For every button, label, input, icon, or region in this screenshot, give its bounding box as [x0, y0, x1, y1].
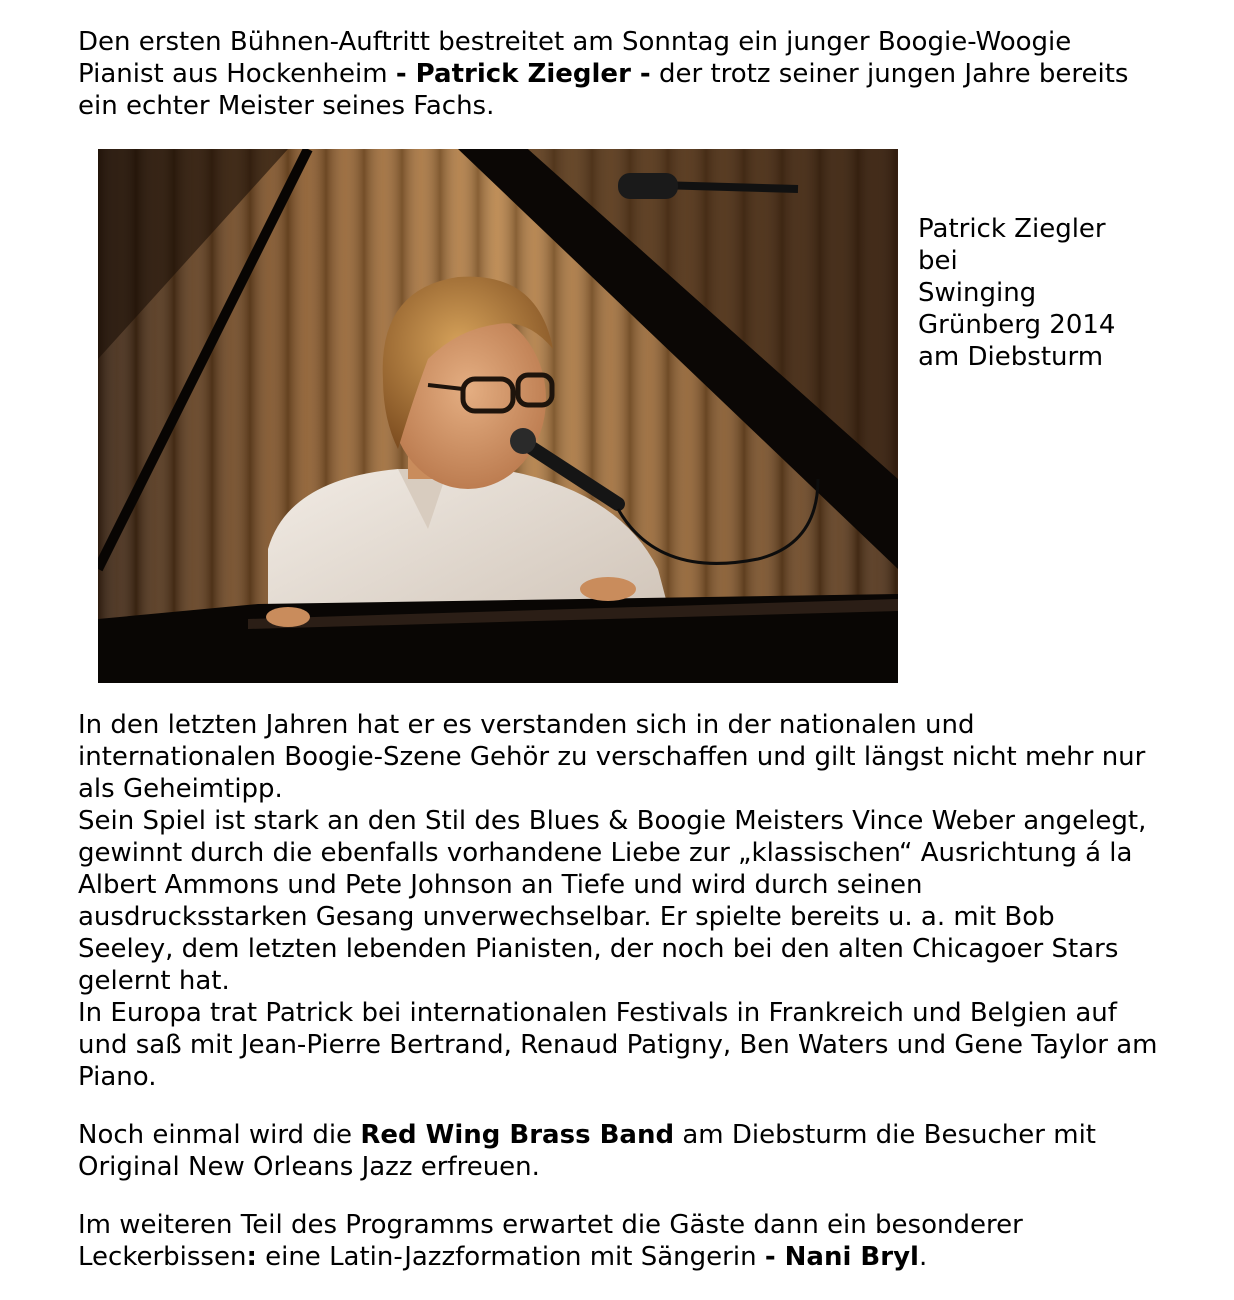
brass-text-start: Noch einmal wird die	[78, 1120, 361, 1150]
singer-name-nani-bryl: - Nani Bryl	[764, 1242, 919, 1272]
brass-band-paragraph	[78, 1119, 1158, 1183]
bio-paragraph: Sein Spiel ist stark an den Stil des Blues & Boogie Meisters Vince Weber angelegt, gewinnt durch die ebenfalls vorhandene Liebe zur „klassischen“ Ausrichtung á la Albert Ammons und Pete Johnson an Tiefe und wird durch seinen ausdrucksstarken Gesang unverwechselbar. Er spielte bereits u. a. mit Bob Seeley, dem letzten lebenden Pianisten, der noch bei den alten Chicagoer Stars gelernt hat.	[78, 806, 1147, 996]
bio-section	[78, 709, 1158, 1093]
latin-colon: :	[246, 1242, 257, 1272]
bio-paragraph: In Europa trat Patrick bei internationalen Festivals in Frankreich und Belgien auf und saß mit Jean-Pierre Bertrand, Renaud Patigny, Ben Waters und Gene Taylor am Piano.	[78, 998, 1158, 1092]
latin-jazz-paragraph	[78, 1209, 1158, 1273]
latin-text-start: Im weiteren Teil des Programms erwartet die Gäste dann ein besonderer Leckerbissen	[78, 1210, 1023, 1272]
artist-name-patrick-ziegler: - Patrick Ziegler -	[395, 59, 651, 89]
intro-text-end: der trotz seiner jungen Jahre bereits ein echter Meister seines Fachs.	[78, 59, 1129, 121]
intro-text-start: Den ersten Bühnen-Auftritt bestreitet am Sonntag ein junger Boogie-Woogie Pianist aus Hockenheim	[78, 27, 1072, 89]
caption-line: am Diebsturm	[918, 342, 1104, 372]
caption-line: Patrick Ziegler	[918, 214, 1106, 244]
band-name-red-wing: Red Wing Brass Band	[360, 1120, 675, 1150]
photo-figure	[98, 149, 1138, 683]
brass-text-end: am Diebsturm die Besucher mit Original New Orleans Jazz erfreuen.	[78, 1120, 1096, 1182]
photo-caption	[918, 213, 1138, 373]
caption-line: bei	[918, 246, 958, 276]
latin-text-end: .	[918, 1242, 928, 1272]
intro-paragraph	[78, 26, 1158, 122]
latin-text-middle: eine Latin-Jazzformation mit Sängerin	[256, 1242, 765, 1272]
bio-paragraph: In den letzten Jahren hat er es verstanden sich in der nationalen und internationalen Boogie-Szene Gehör zu verschaffen und gilt längst nicht mehr nur als Geheimtipp.	[78, 710, 1146, 804]
pianist-photo-illustration	[98, 149, 898, 683]
caption-line: Grünberg 2014	[918, 310, 1116, 340]
caption-line: Swinging	[918, 278, 1037, 308]
article	[78, 26, 1158, 1273]
pianist-photo	[98, 149, 898, 683]
